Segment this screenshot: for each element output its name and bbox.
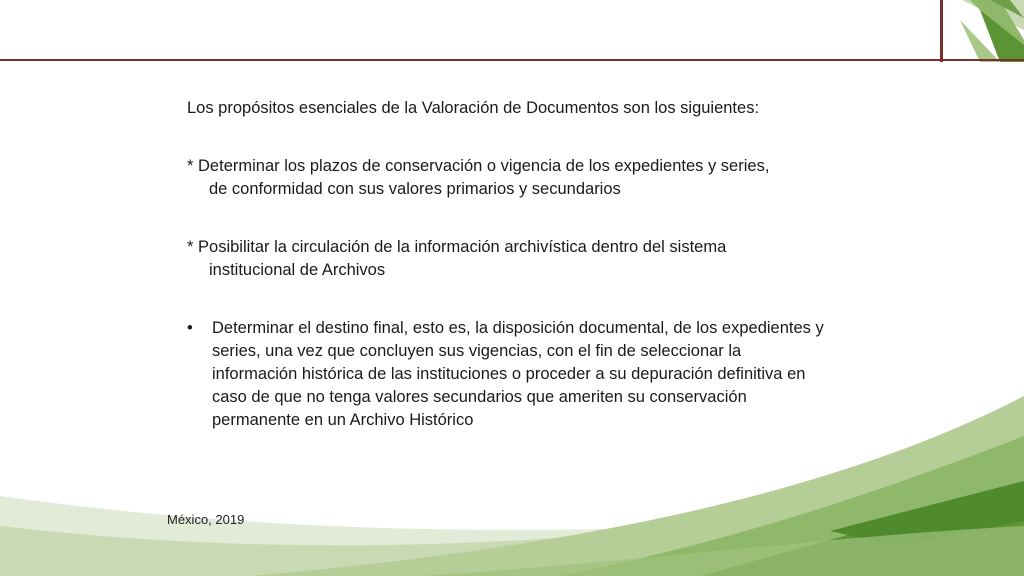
bullet-marker: •	[187, 319, 193, 337]
item-marker: *	[187, 238, 194, 256]
list-item	[187, 155, 827, 201]
bullet-text: Determinar el destino final, esto es, la disposición documental, de los expedientes y series, una vez que concluyen sus vigencias, con el fin de seleccionar la información histórica de las instituciones o proceder a su depuración definitiva en caso de que no tenga valores secundarios que ameriten su conservación permanente en un Archivo Histórico	[212, 319, 824, 429]
item-marker: *	[187, 157, 194, 175]
bullet-item	[187, 317, 827, 432]
item-text-line2: institucional de Archivos	[209, 261, 386, 279]
top-divider-line	[0, 59, 1024, 61]
intro-text: Los propósitos esenciales de la Valoración de Documentos son los siguientes:	[187, 99, 760, 117]
item-text-line1: Posibilitar la circulación de la información archivística dentro del sistema	[198, 238, 727, 256]
content-body	[187, 97, 827, 432]
list-item	[187, 236, 827, 282]
item-text-line2: de conformidad con sus valores primarios y secundarios	[209, 180, 621, 198]
corner-decoration	[940, 0, 1024, 62]
footer-date: México, 2019	[167, 512, 245, 527]
item-text-line1: Determinar los plazos de conservación o vigencia de los expedientes y series,	[198, 157, 770, 175]
